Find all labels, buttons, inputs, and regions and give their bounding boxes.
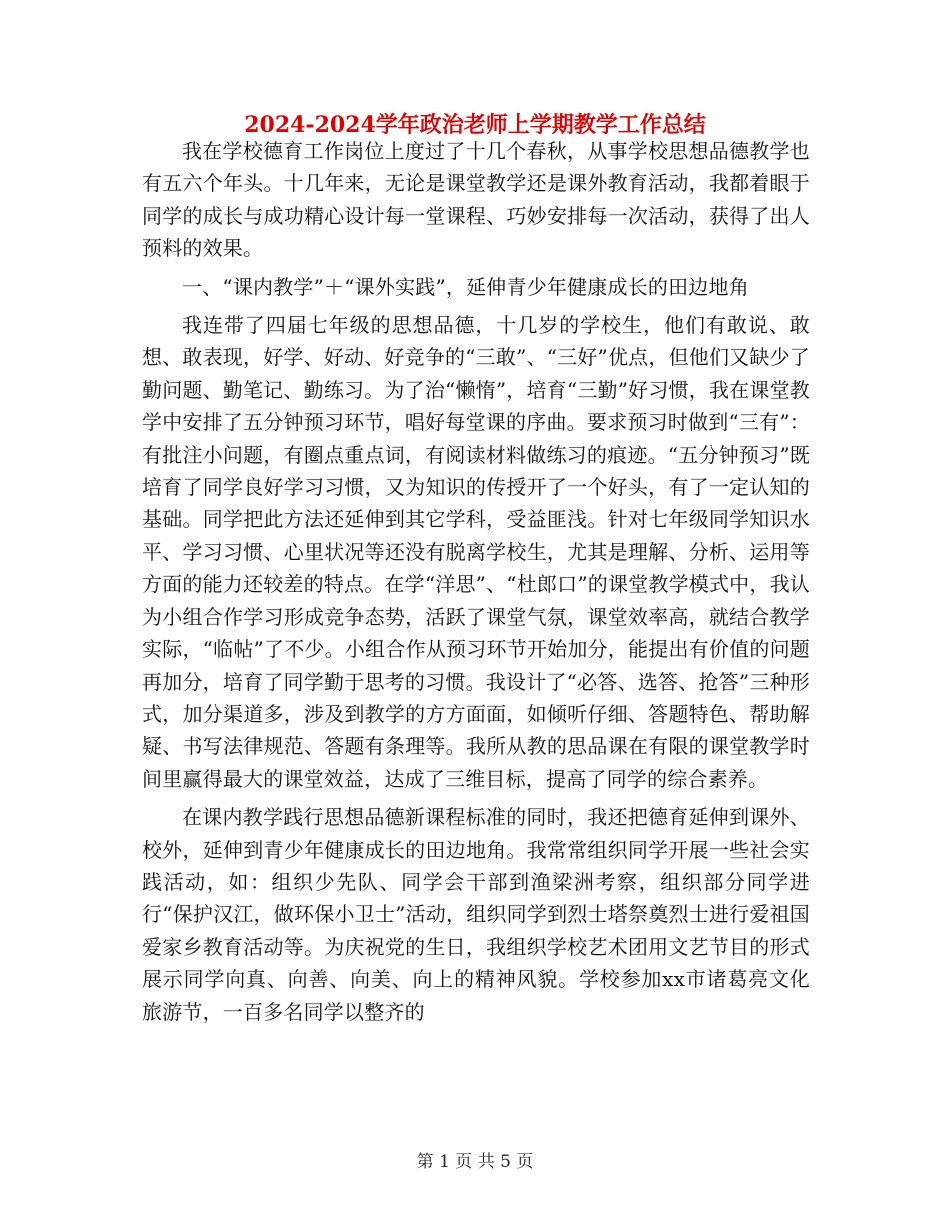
paragraph-intro: 我在学校德育工作岗位上度过了十几个春秋，从事学校思想品德教学也有五六个年头。十几年来，无论是课堂教学还是课外教育活动，我都着眼于同学的成长与成功精心设计每一堂课程、巧妙安排每一次活动，获得了出人预料的效果。 <box>142 139 810 261</box>
paragraph-classroom: 我连带了四届七年级的思想品德，十几岁的学校生，他们有敢说、敢想、敢表现，好学、好动、好竞争的“三敢”、“三好”优点，但他们又缺少了勤问题、勤笔记、勤练习。为了治“懒惰”，培育“三勤”好习惯，我在课堂教学中安排了五分钟预习环节，唱好每堂课的序曲。要求预习时做到“三有”：有批注小问题，有圈点重点词，有阅读材料做练习的痕迹。“五分钟预习”既培育了同学良好学习习惯，又为知识的传授开了一个好头，有了一定认知的基础。同学把此方法还延伸到其它学科，受益匪浅。针对七年级同学知识水平、学习习惯、心里状况等还没有脱离学校生，尤其是理解、分析、运用等方面的能力还较差的特点。在学“洋思”、“杜郎口”的课堂教学模式中，我认为小组合作学习形成竞争态势，活跃了课堂气氛，课堂效率高，就结合教学实际，“临帖”了不少。小组合作从预习环节开始加分，能提出有价值的问题再加分，培育了同学勤于思考的习惯。我设计了“必答、选答、抢答”三种形式，加分渠道多，涉及到教学的方方面面，如倾听仔细、答题特色、帮助解疑、书写法律规范、答题有条理等。我所从教的思品课在有限的课堂教学时间里赢得最大的课堂效益，达成了三维目标，提高了同学的综合素养。 <box>142 313 810 791</box>
document-body <box>142 135 810 1034</box>
document-title: 2024-2024学年政治老师上学期教学工作总结 <box>244 112 706 138</box>
section-heading: 一、“课内教学”＋“课外实践”，延伸青少年健康成长的田边地角 <box>182 274 749 299</box>
paragraph-practice: 在课内教学践行思想品德新课程标准的同时，我还把德育延伸到课外、校外，延伸到青少年健康成长的田边地角。我常常组织同学开展一些社会实践活动，如：组织少先队、同学会干部到渔梁洲考察，组织部分同学进行“保护汉江，做环保小卫士”活动，组织同学到烈士塔祭奠烈士进行爱祖国爱家乡教育活动等。为庆祝党的生日，我组织学校艺术团用文艺节目的形式展示同学向真、向善、向美、向上的精神风貌。学校参加xx市诸葛亮文化旅游节，一百多名同学以整齐的 <box>142 805 810 1024</box>
page-number-footer: 第 1 页 共 5 页 <box>416 1152 534 1172</box>
